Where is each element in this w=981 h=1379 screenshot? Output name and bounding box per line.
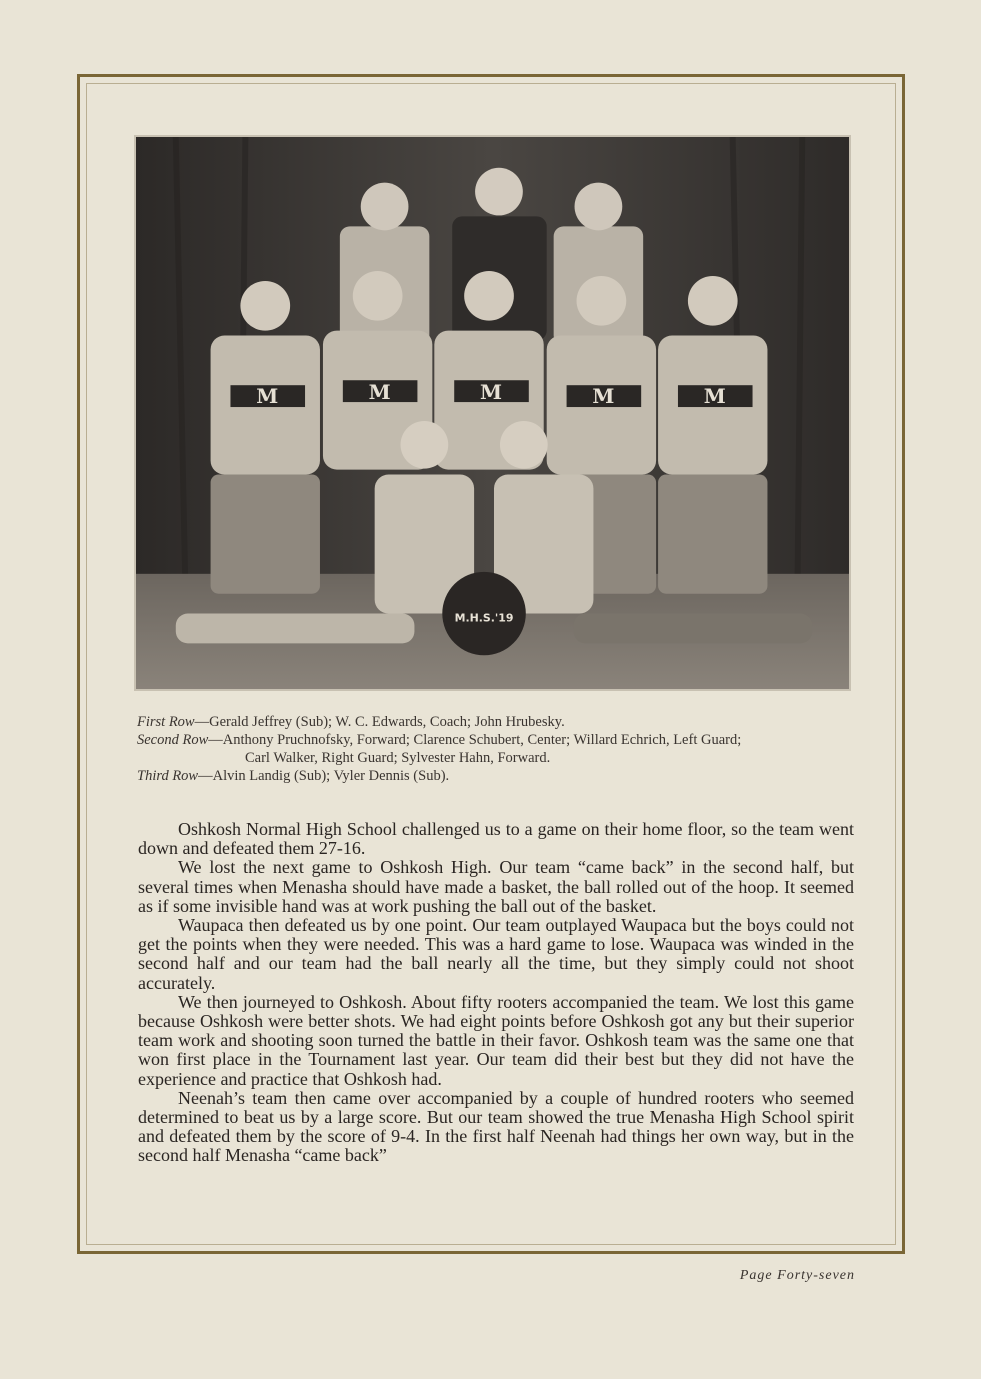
- caption-row-label: First Row: [137, 714, 195, 730]
- paragraph: Waupaca then defeated us by one point. Our team outplayed Waupaca but the boys could not get the points when they were needed. This was a hard game to lose. Waupaca was winded in the second half and our team had the ball nearly all the time, but they simply could not shoot accurately.: [138, 915, 854, 993]
- team-photo-illustration: [136, 137, 849, 689]
- caption-row-label: Third Row: [137, 768, 199, 784]
- caption-row-text: —Anthony Pruchnofsky, Forward; Clarence Schubert, Center; Willard Echrich, Left Guard;: [208, 732, 742, 748]
- paragraph: We lost the next game to Oshkosh High. Our team “came back” in the second half, but several times when Menasha should have made a basket, the ball rolled out of the hoop. It seemed as if some invisible hand was at work pushing the ball out of the basket.: [138, 857, 854, 916]
- caption-third-row: [137, 767, 857, 785]
- svg-text:M: M: [256, 384, 279, 409]
- caption-second-row: [137, 731, 857, 749]
- caption-second-row-continued: Carl Walker, Right Guard; Sylvester Hahn, Forward.: [245, 750, 551, 766]
- paragraph: Neenah’s team then came over accompanied by a couple of hundred rooters who seemed determined to beat us by a large score. But our team showed the true Menasha High School spirit and defeated them by the score of 9-4. In the first half Neenah had things her own way, but in the second half Menasha “came back”: [138, 1087, 854, 1166]
- svg-text:M: M: [368, 380, 391, 405]
- caption-row-text: —Gerald Jeffrey (Sub); W. C. Edwards, Coach; John Hrubesky.: [194, 714, 565, 730]
- basketball-label: M.H.S.'19: [454, 611, 514, 625]
- caption-first-row: [137, 713, 857, 731]
- svg-text:M: M: [703, 384, 726, 409]
- page-number: Page Forty-seven: [739, 1268, 855, 1283]
- paragraph: Oshkosh Normal High School challenged us to a game on their home floor, so the team went down and defeated them 27-16.: [138, 819, 854, 859]
- team-photograph: [134, 135, 851, 691]
- photo-caption: [137, 713, 857, 785]
- svg-text:M: M: [592, 384, 615, 409]
- svg-text:M: M: [480, 380, 503, 405]
- article-body: [138, 820, 854, 1166]
- paragraph: We then journeyed to Oshkosh. About fifty rooters accompanied the team. We lost this game because Oshkosh were better shots. We had eight points before Oshkosh got any but their superior team work and shooting soon turned the battle in their favor. Oshkosh team was the same one that won first place in the Tournament last year. Our team did their best but they did not have the experience and practice that Oshkosh had.: [138, 991, 854, 1089]
- caption-row-text: —Alvin Landig (Sub); Vyler Dennis (Sub).: [198, 768, 450, 784]
- caption-row-label: Second Row: [137, 732, 209, 748]
